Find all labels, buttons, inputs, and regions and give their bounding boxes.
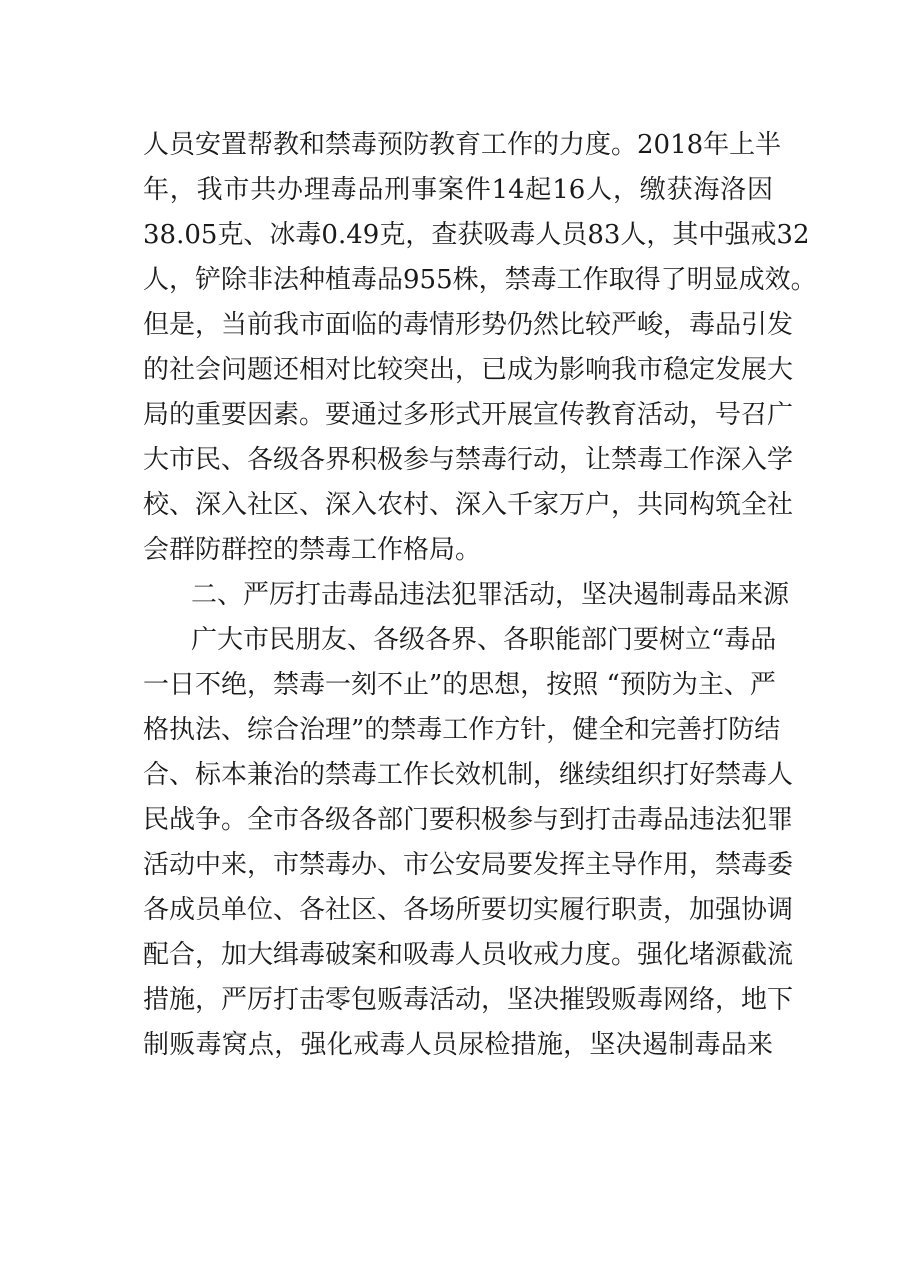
body-text-line: 民战争。全市各级各部门要积极参与到打击毒品违法犯罪	[143, 805, 794, 835]
body-text-line: 人员安置帮教和禁毒预防教育工作的力度。2018年上半	[143, 130, 782, 160]
body-text-line: 各成员单位、各社区、各场所要切实履行职责，加强协调	[143, 895, 794, 925]
body-text-line: 会群防群控的禁毒工作格局。	[143, 535, 482, 565]
body-text-line: 格执法、综合治理”的禁毒工作方针，健全和完善打防结	[143, 715, 781, 745]
body-text-line: 38.05克、冰毒0.49克，查获吸毒人员83人，其中强戒32	[143, 220, 810, 250]
body-text-line: 措施，严厉打击零包贩毒活动，坚决摧毁贩毒网络，地下	[143, 985, 794, 1015]
body-text-line: 大市民、各级各界积极参与禁毒行动，让禁毒工作深入学	[143, 445, 794, 475]
body-text-line: 但是，当前我市面临的毒情形势仍然比较严峻，毒品引发	[143, 310, 794, 340]
body-text-line: 校、深入社区、深入农村、深入千家万户，共同构筑全社	[143, 490, 794, 520]
body-text-line: 广大市民朋友、各级各界、各职能部门要树立“毒品	[191, 625, 777, 655]
body-text-line: 人，铲除非法种植毒品955株，禁毒工作取得了明显成效。	[143, 265, 817, 295]
body-text-line: 年，我市共办理毒品刑事案件14起16人，缴获海洛因	[143, 175, 773, 205]
body-text-line: 的社会问题还相对比较突出，已成为影响我市稳定发展大	[143, 355, 794, 385]
section-heading: 二、严厉打击毒品违法犯罪活动，坚决遏制毒品来源	[191, 580, 790, 610]
body-text-line: 配合，加大缉毒破案和吸毒人员收戒力度。强化堵源截流	[143, 940, 794, 970]
body-text-line: 局的重要因素。要通过多形式开展宣传教育活动，号召广	[143, 400, 794, 430]
body-text-line: 活动中来，市禁毒办、市公安局要发挥主导作用，禁毒委	[143, 850, 794, 880]
body-text-line: 一日不绝，禁毒一刻不止”的思想，按照 “预防为主、严	[143, 670, 776, 700]
body-text-line: 制贩毒窝点，强化戒毒人员尿检措施，坚决遏制毒品来	[143, 1030, 773, 1060]
body-text-line: 合、标本兼治的禁毒工作长效机制，继续组织打好禁毒人	[143, 760, 794, 790]
